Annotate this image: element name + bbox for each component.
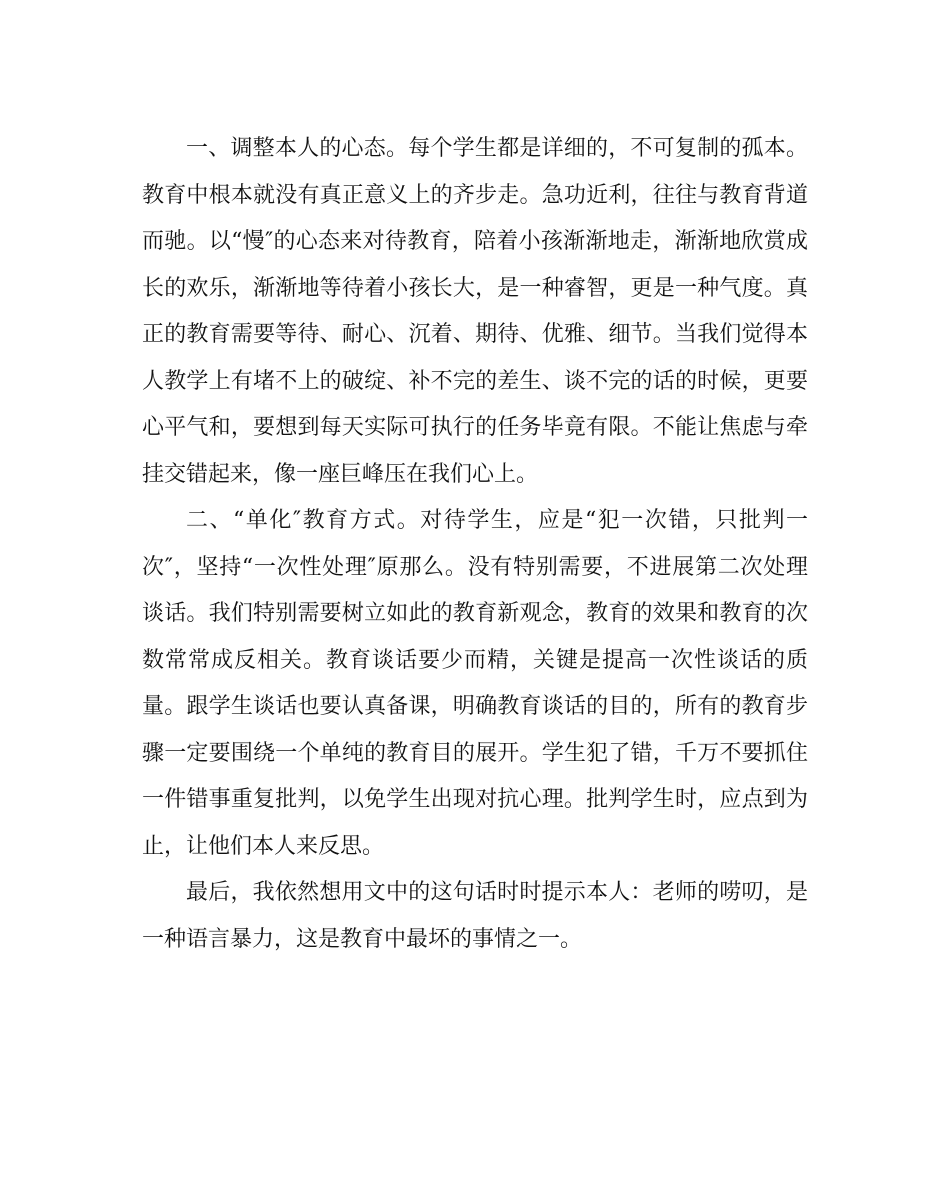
text-line: 人教学上有堵不上的破绽、补不完的差生、谈不完的话的时候，更要: [142, 368, 808, 394]
text-line: 止，让他们本人来反思。: [142, 833, 385, 859]
text-line: 谈话。我们特别需要树立如此的教育新观念，教育的效果和教育的次: [142, 601, 808, 626]
text-line: 二、“单化″教育方式。对待学生，应是“犯一次错，只批判一: [186, 508, 808, 533]
paragraph-1: [142, 126, 808, 498]
text-line: 数常常成反相关。教育谈话要少而精，关键是提高一次性谈话的质: [142, 647, 808, 673]
text-line: 一件错事重复批判，以免学生出现对抗心理。批判学生时，应点到为: [142, 787, 808, 812]
paragraph-3: [142, 870, 808, 963]
text-line: 次″，坚持“一次性处理″原那么。没有特别需要，不进展第二次处理: [142, 554, 808, 580]
document-body: [142, 126, 808, 963]
text-line: 最后，我依然想用文中的这句话时时提示本人：老师的唠叨，是: [186, 880, 808, 905]
text-line: 量。跟学生谈话也要认真备课，明确教育谈话的目的，所有的教育步: [142, 694, 808, 719]
text-line: 教育中根本就没有真正意义上的齐步走。急功近利，往往与教育背道: [142, 182, 808, 208]
text-line: 一、调整本人的心态。每个学生都是详细的，不可复制的孤本。: [186, 136, 808, 161]
text-line: 而驰。以“慢″的心态来对待教育，陪着小孩渐渐地走，渐渐地欣赏成: [142, 229, 808, 254]
text-line: 心平气和，要想到每天实际可执行的任务毕竟有限。不能让焦虑与牵: [142, 415, 808, 440]
text-line: 正的教育需要等待、耐心、沉着、期待、优雅、细节。当我们觉得本: [142, 322, 808, 347]
text-line: 一种语言暴力，这是教育中最坏的事情之一。: [142, 926, 583, 952]
text-line: 挂交错起来，像一座巨峰压在我们心上。: [142, 461, 539, 487]
text-line: 长的欢乐，渐渐地等待着小孩长大，是一种睿智，更是一种气度。真: [142, 275, 808, 301]
text-line: 骤一定要围绕一个单纯的教育目的展开。学生犯了错，千万不要抓住: [142, 740, 808, 766]
paragraph-2: [142, 498, 808, 870]
